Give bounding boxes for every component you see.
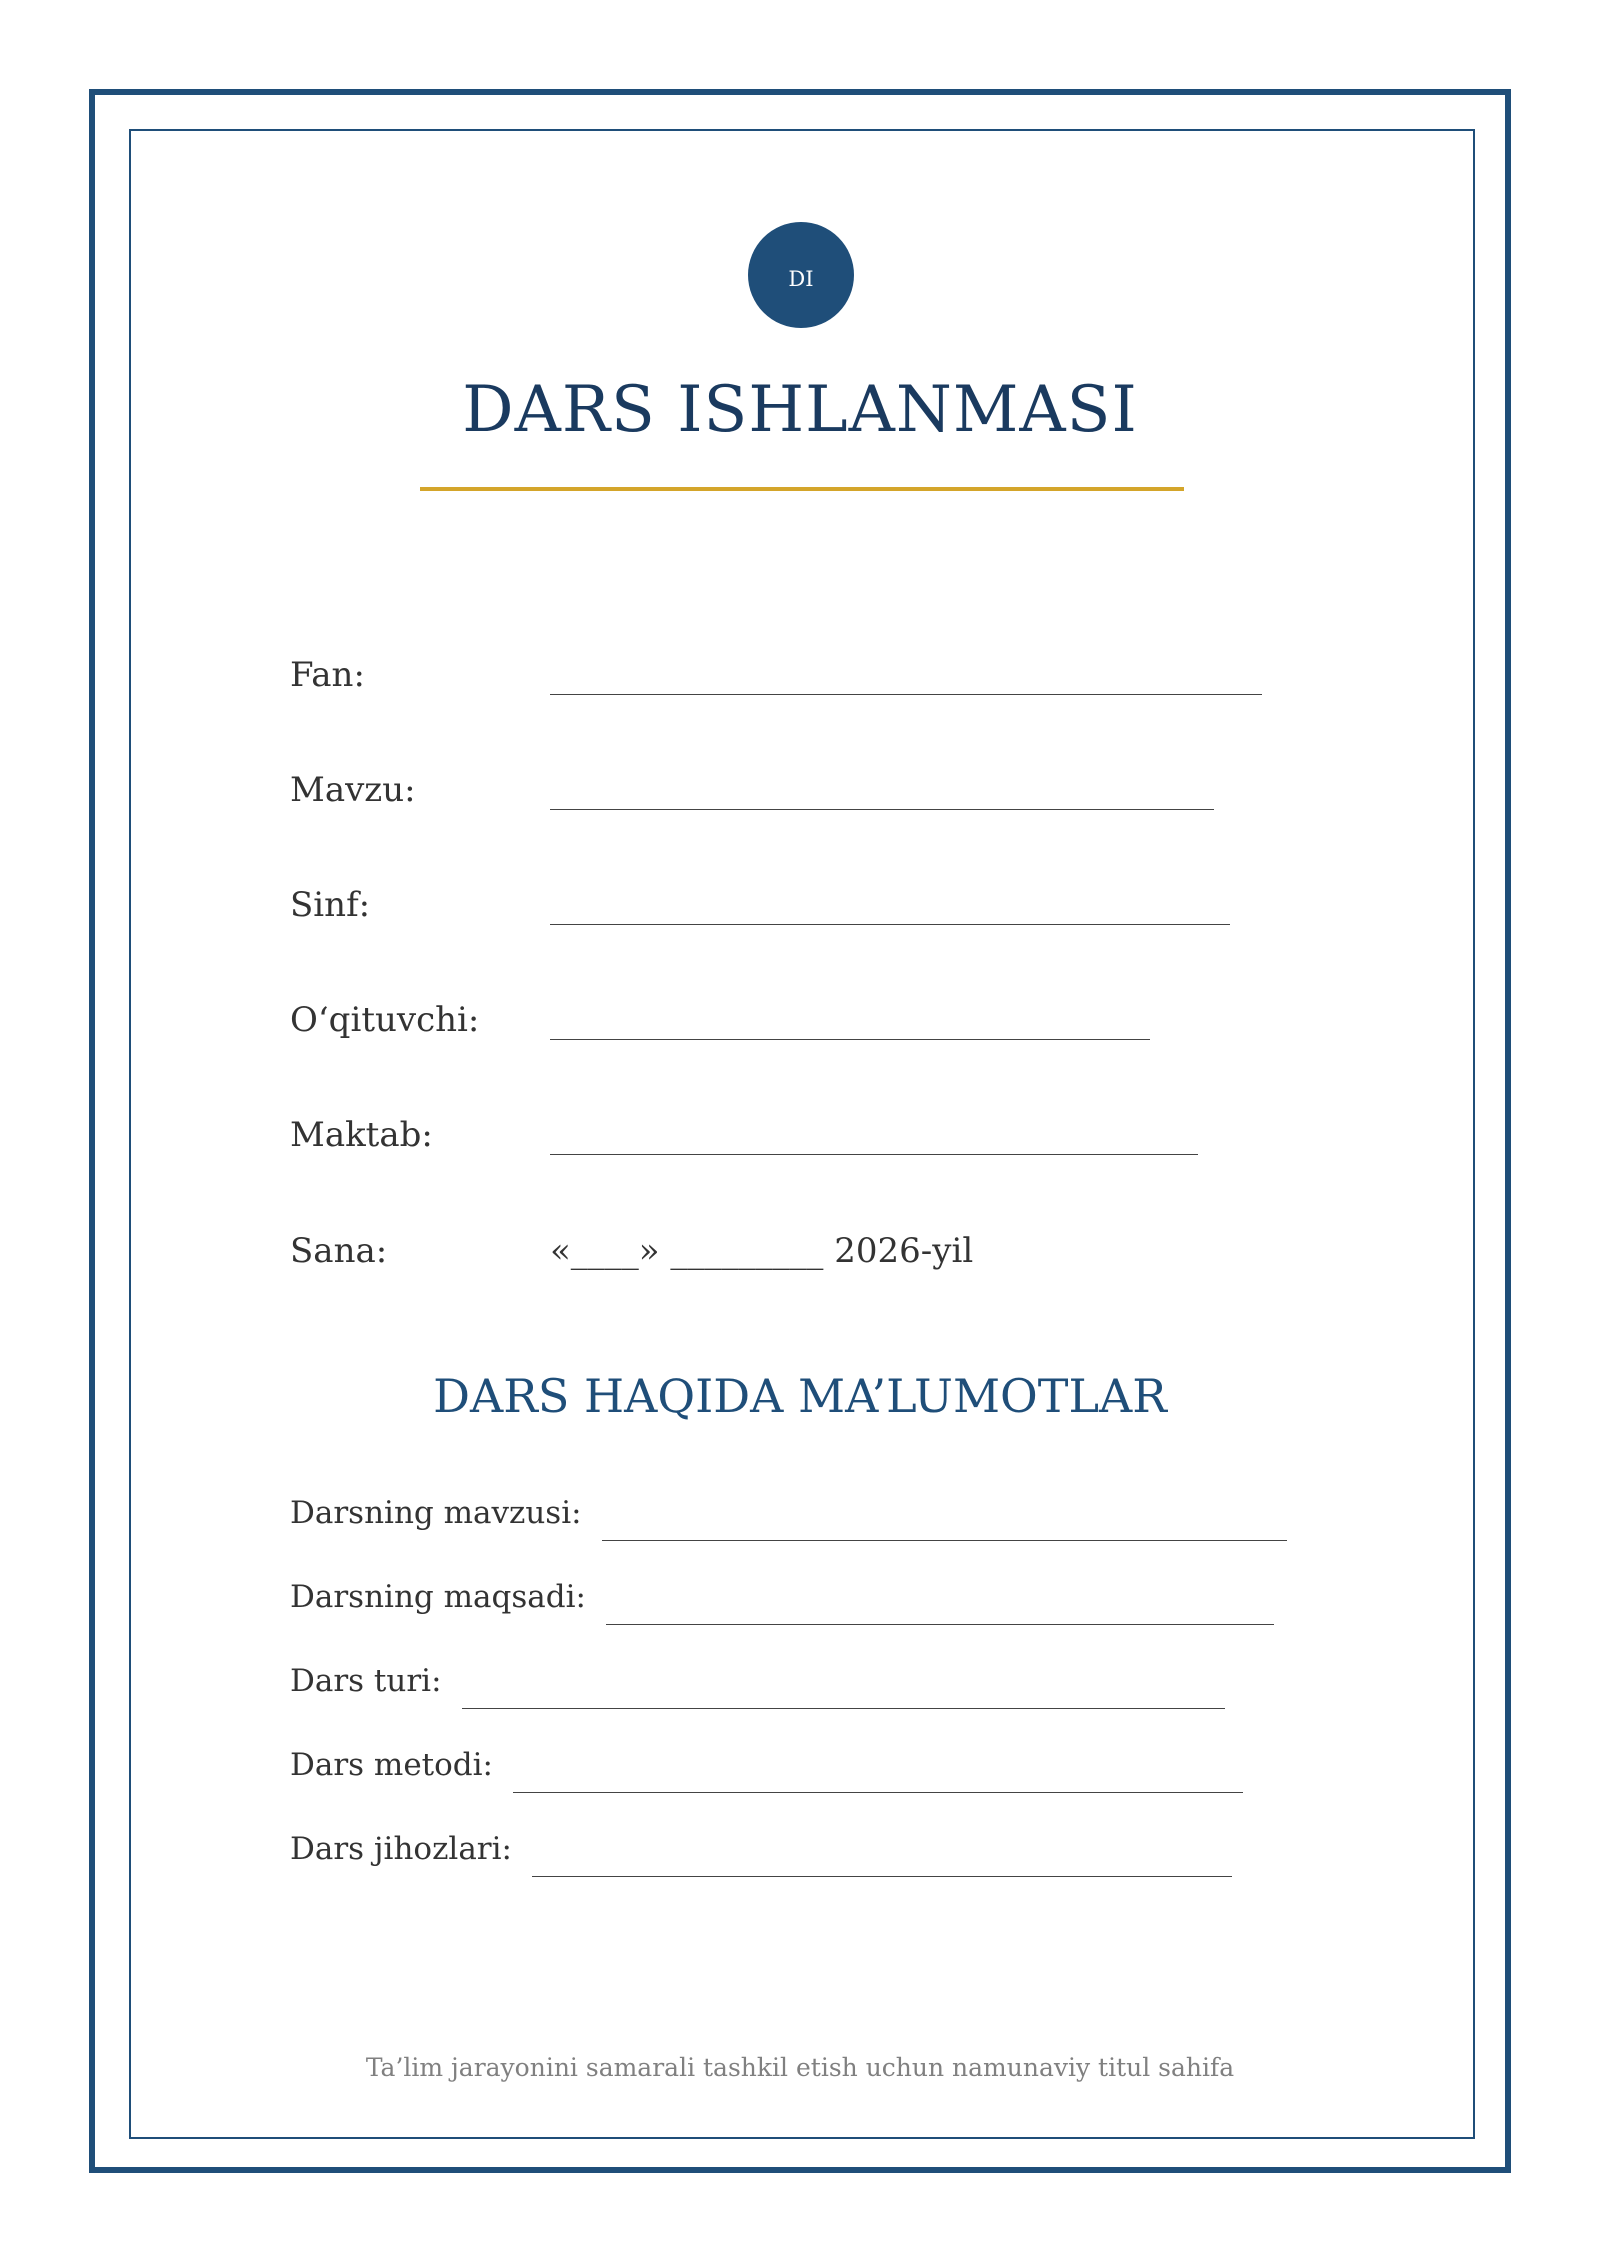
info-line[interactable]	[602, 1540, 1287, 1541]
info-row-turi	[290, 1663, 1225, 1699]
field-line-oqituvchi[interactable]	[550, 1039, 1150, 1040]
title-underline	[420, 487, 1184, 491]
field-label-sinf: Sinf:	[290, 885, 371, 925]
info-row-mavzusi	[290, 1495, 1287, 1531]
field-label-sana: Sana:	[290, 1231, 388, 1271]
info-label: Darsning mavzusi:	[290, 1495, 582, 1531]
date-field[interactable]: «____» _________ 2026-yil	[550, 1231, 974, 1271]
info-label: Darsning maqsadi:	[290, 1579, 586, 1615]
info-line[interactable]	[606, 1624, 1274, 1625]
field-label-oqituvchi: O‘qituvchi:	[290, 1000, 480, 1040]
section-title: DARS HAQIDA MA’LUMOTLAR	[433, 1369, 1167, 1423]
field-line-mavzu[interactable]	[550, 809, 1214, 810]
field-label-mavzu: Mavzu:	[290, 770, 416, 810]
page-title: DARS ISHLANMASI	[462, 373, 1138, 447]
info-row-jihozlari	[290, 1831, 1232, 1867]
field-line-sinf[interactable]	[550, 924, 1230, 925]
info-line[interactable]	[513, 1792, 1243, 1793]
info-label: Dars metodi:	[290, 1747, 493, 1783]
info-line[interactable]	[532, 1876, 1232, 1877]
logo-badge	[748, 222, 854, 328]
info-line[interactable]	[462, 1708, 1225, 1709]
field-line-fan[interactable]	[550, 694, 1262, 695]
info-label: Dars turi:	[290, 1663, 442, 1699]
field-line-maktab[interactable]	[550, 1154, 1198, 1155]
logo-text: DI	[788, 267, 814, 291]
info-row-maqsadi	[290, 1579, 1274, 1615]
footer-note: Ta’lim jarayonini samarali tashkil etish uchun namunaviy titul sahifa	[365, 2053, 1235, 2082]
field-label-maktab: Maktab:	[290, 1115, 433, 1155]
info-row-metodi	[290, 1747, 1243, 1783]
info-label: Dars jihozlari:	[290, 1831, 512, 1867]
field-label-fan: Fan:	[290, 655, 365, 695]
